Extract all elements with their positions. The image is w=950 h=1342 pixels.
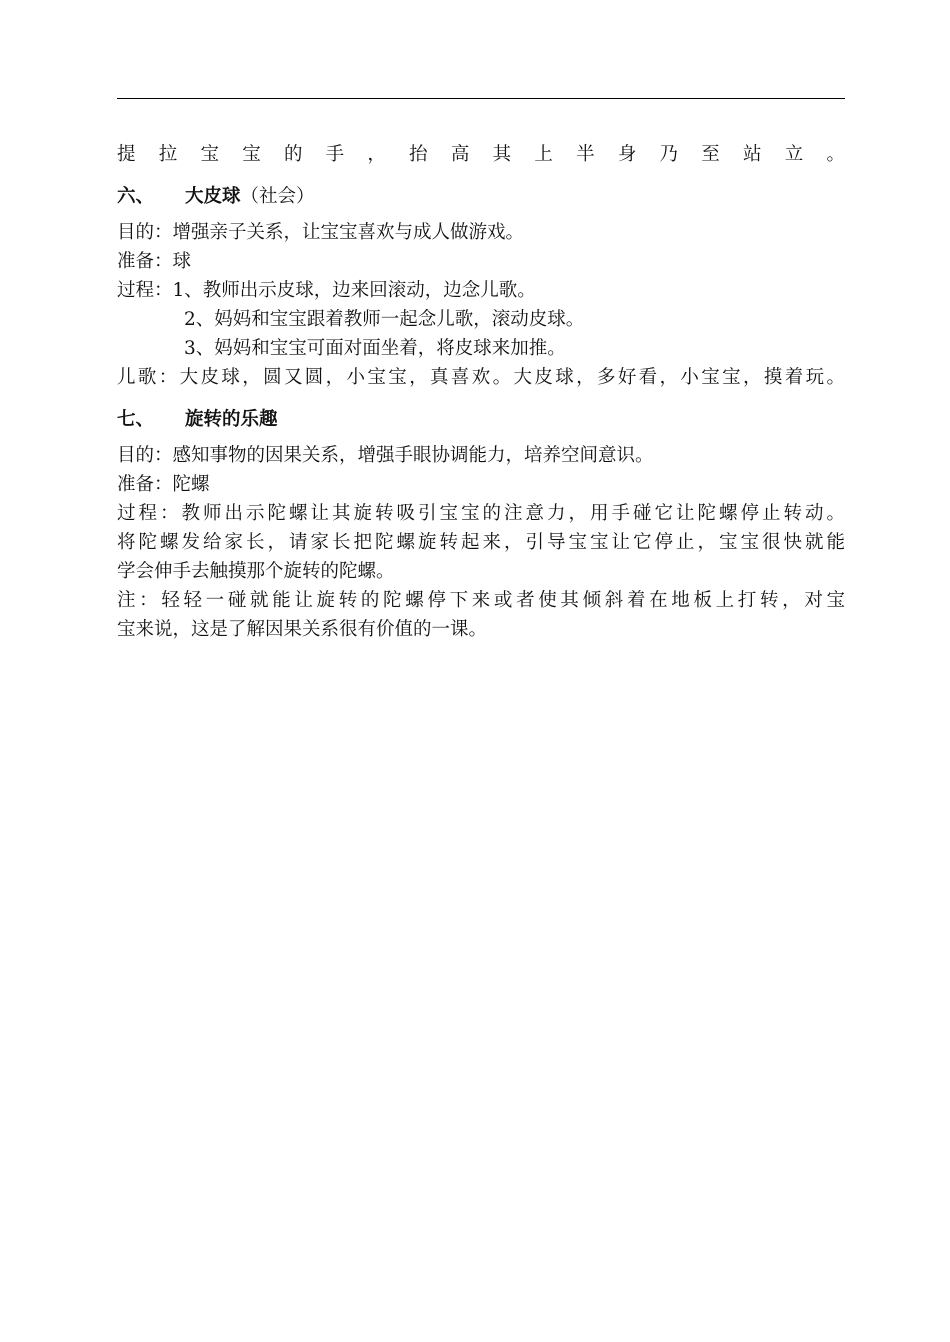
section-7-prep: 准备：陀螺: [117, 474, 210, 495]
section-6-process-3: 3、妈妈和宝宝可面对面坐着，将皮球来加推。: [184, 338, 566, 359]
section-7-process-line-1: 过程：教师出示陀螺让其旋转吸引宝宝的注意力，用手碰它让陀螺停止转动。: [117, 503, 845, 524]
section-7-heading: [117, 405, 845, 434]
header-rule: [117, 98, 845, 99]
section-6-rhyme: 儿歌：大皮球，圆又圆，小宝宝，真喜欢。大皮球，多好看，小宝宝，摸着玩。: [117, 367, 845, 388]
section-7-process-line-3: 学会伸手去触摸那个旋转的陀螺。: [117, 561, 395, 582]
section-7-title: 旋转的乐趣: [185, 409, 278, 430]
intro-line: 提拉宝宝的手，抬高其上半身乃至站立。: [117, 144, 845, 165]
section-6-subtitle: （社会）: [240, 186, 315, 207]
document-body: [117, 140, 845, 644]
section-6-process-2: 2、妈妈和宝宝跟着教师一起念儿歌，滚动皮球。: [184, 309, 585, 330]
section-6-number: 六、: [117, 186, 155, 207]
section-6-process-1: 过程：1、教师出示皮球，边来回滚动，边念儿歌。: [117, 280, 536, 301]
section-6-purpose: 目的：增强亲子关系，让宝宝喜欢与成人做游戏。: [117, 222, 525, 243]
section-6-prep: 准备：球: [117, 251, 192, 272]
section-7-note-line-1: 注：轻轻一碰就能让旋转的陀螺停下来或者使其倾斜着在地板上打转，对宝: [117, 590, 845, 611]
section-7-note-line-2: 宝来说，这是了解因果关系很有价值的一课。: [117, 619, 488, 640]
section-6-title: 大皮球: [185, 186, 241, 207]
section-6-heading: [117, 182, 845, 211]
section-7-process-line-2: 将陀螺发给家长，请家长把陀螺旋转起来，引导宝宝让它停止，宝宝很快就能: [117, 532, 845, 553]
section-7-number: 七、: [117, 409, 155, 430]
section-7-purpose: 目的：感知事物的因果关系，增强手眼协调能力，培养空间意识。: [117, 445, 654, 466]
